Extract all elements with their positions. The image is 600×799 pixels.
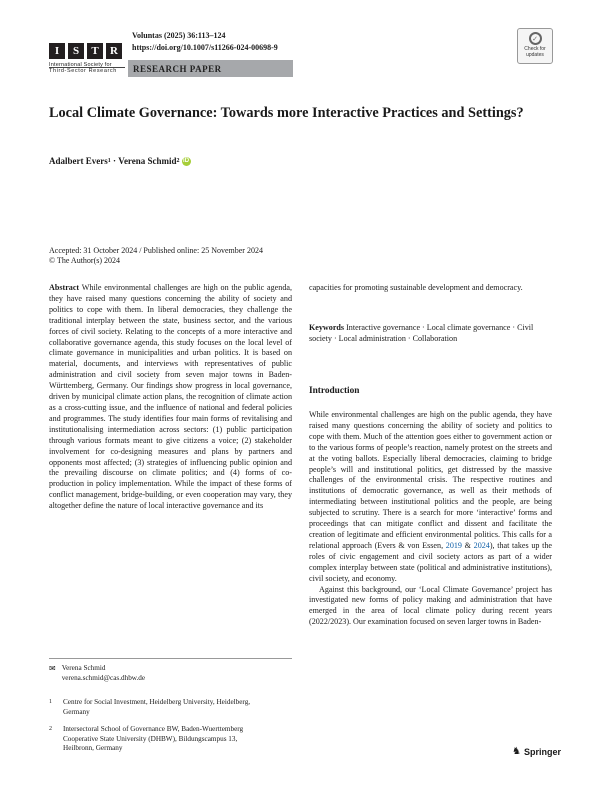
keywords [309,323,552,345]
author-name: Verena Schmid [118,156,177,166]
doi-link[interactable]: https://doi.org/10.1007/s11266-024-00698-9 [132,43,278,52]
publisher-logo [512,746,561,757]
introduction-body [309,410,552,628]
refresh-icon: ✓ [529,32,542,45]
badge-text: updates [526,51,544,58]
istr-logo [49,43,122,59]
copyright-line: © The Author(s) 2024 [49,256,121,265]
logo-letter: R [106,43,122,59]
paper-type-label: RESEARCH PAPER [133,64,222,74]
check-for-updates-badge[interactable] [517,28,553,64]
orcid-icon[interactable]: iD [183,157,190,164]
abstract-continuation [309,283,552,294]
affiliation-marker: 2 [176,158,180,164]
affiliation-footnote [49,725,268,754]
abstract-text: capacities for promoting sustainable development and democracy. [309,283,523,292]
affiliation-text: Centre for Social Investment, Heidelberg University, Heidelberg, Germany [63,698,251,716]
logo-letter: S [68,43,84,59]
envelope-icon: ✉ [49,664,56,673]
corresponding-author [49,664,145,683]
abstract-label: Abstract [49,283,80,292]
springer-horse-icon: ♞ [512,746,521,757]
corresponding-name: Verena Schmid [61,664,106,672]
paragraph: Against this background, our ‘Local Climate Governance’ project has investigated new forms of policy making and administration that have emerged in the area of local climate policy during recent years (2022/2023). Our examination focused on seven larger towns in Baden- [309,584,552,627]
keywords-text: Interactive governance · Local climate governance · Civil society · Local administration · Collaboration [309,323,534,343]
affiliation-text: Intersectoral School of Governance BW, Baden-Wuerttemberg Cooperative State University (DHBW), Bildungscampus 13, Heilbronn, Germany [63,725,244,753]
email-link[interactable]: verena.schmid@cas.dhbw.de [61,673,146,682]
section-heading: Introduction [309,386,360,396]
footnote-divider [49,658,292,659]
author-name: Adalbert Evers [49,156,108,166]
author-separator: · [110,156,119,166]
logo-tagline: International Society for [49,62,112,68]
logo-letter: T [87,43,103,59]
paragraph: While environmental challenges are high on the public agenda, they have raised many questions concerning the ability of society and politics to cope with them. Much of the attention goes either to government action or to the various forms of people’s reaction, namely protest on the streets and at the voting ballots. Especially liberal democracies, claiming to bridge people’s will and institutional politics, get distressed by the massive challenges of the environmental crisis. The respective routines and institutions of democratic governance, as well as their methods of intermediating between institutional politics and the people, are being subjected to scrutiny. There is a search for more ‘interactive’ forms and proceedings that can mitigate conflict and dissent and facilitate the creation of legitimate and efficient environmental politics. This calls for a relational approach (Evers & von Essen, 2019 & 2024), that takes up the roles of civic engagement and civil society actors as part of a wider complex interplay between state (political and administrative institutions), civil society, and economy. [309,410,553,583]
article-title: Local Climate Governance: Towards more Interactive Practices and Settings? [49,105,524,121]
logo-tagline: Third-Sector Research [49,68,117,74]
journal-citation: Voluntas (2025) 36:113–124 [132,31,226,40]
publisher-name: Springer [523,746,561,757]
publication-dates [49,246,263,266]
footnote-number: 1 [49,699,52,705]
footnote-number: 2 [49,726,52,732]
abstract [49,283,292,512]
abstract-text: While environmental challenges are high on the public agenda, they have raised many questions concerning the ability of society and politics to cope with them. In liberal democracies, they challenge the traditional interplay between the state, business sector, and the various forces of civil society. Relating to the concepts of a more interactive and collaborative governance agenda, this study focuses on the local level of climate governance in municipalities and urban politics. It is based on material, documents, and interviews with representatives of public administration and civil society from seven major towns in Baden-Württemberg, Germany. Our findings show progress in local governance, driven by municipal climate action plans, the recognition of climate action as a cross-cutting issue, and the influence of national and federal policies and programmes. The study identifies four main forms of revitalising and institutionalising intermediation across sectors: (1) public participation through various formats meant to give citizens a voice; (2) stakeholder involvement for co-designing measures and plans by partners and opponents most affected; (3) strategies of influencing public opinion and the prevailing discourse on climate politics; and (4) forms of co-production in policy implementation. While the impact of these forms of conflict management, bridge-building, or even cooperation may vary, they altogether define the nature of local interactive governance and its [49,283,292,511]
affiliation-footnote [49,698,263,717]
dates-line: Accepted: 31 October 2024 / Published online: 25 November 2024 [49,246,263,255]
author-list [49,156,191,166]
keywords-label: Keywords [309,323,345,332]
logo-letter: I [49,43,65,59]
citation-link[interactable]: 2019 [445,540,462,550]
affiliation-marker: 1 [107,158,111,164]
citation-link[interactable]: 2024 [473,540,490,550]
badge-text: Check for [524,46,546,52]
